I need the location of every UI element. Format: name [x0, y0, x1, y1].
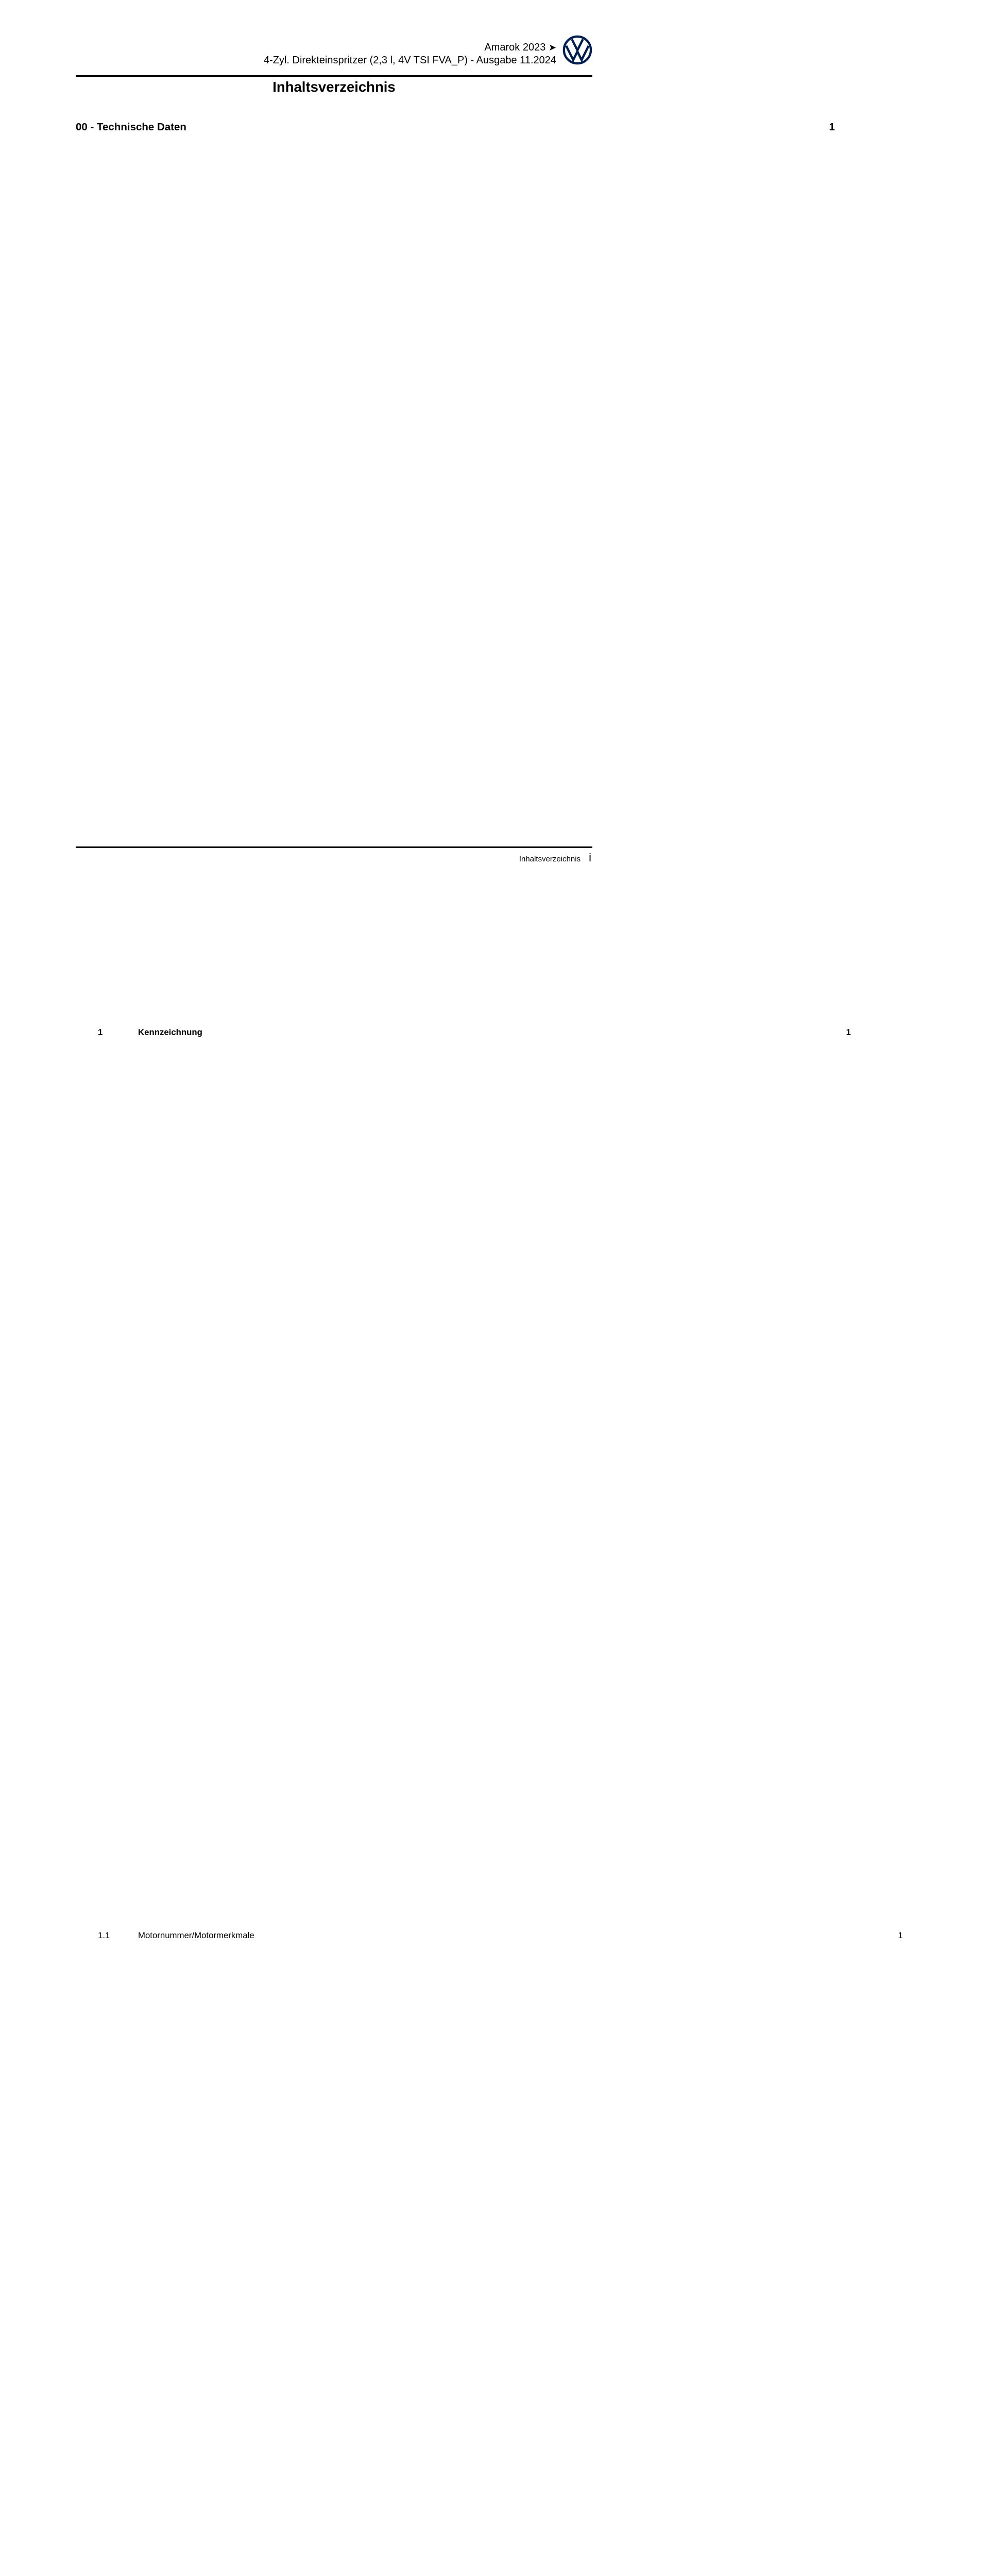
vw-logo-icon [562, 35, 592, 65]
toc-list [76, 110, 903, 2576]
toc-entry-number: 1 [98, 1027, 103, 1037]
toc-entry[interactable] [76, 1026, 851, 1929]
toc-entry-label: Motornummer/Motormerkmale [138, 1930, 254, 1940]
toc-entry-label: 00 - Technische Daten [76, 121, 186, 133]
model-name: Amarok 2023 [484, 42, 546, 53]
toc-entry-label: Kennzeichnung [138, 1027, 202, 1037]
page-footer [519, 851, 591, 865]
toc-entry-number: 1.1 [98, 1930, 110, 1940]
page-header [264, 41, 556, 67]
toc-entry-page: 1 [264, 1929, 903, 2576]
footer-page-number: i [589, 851, 591, 864]
header-subtitle: 4-Zyl. Direkteinspritzer (2,3 l, 4V TSI FVA_P) - Ausgabe 11.2024 [263, 55, 556, 66]
footer-divider [76, 846, 592, 848]
header-divider [76, 75, 592, 77]
toc-entry[interactable] [76, 1929, 903, 2576]
header-model-line [264, 41, 556, 54]
toc-entry-page: 1 [196, 120, 835, 1023]
arrow-right-icon: ➤ [548, 42, 556, 53]
toc-entry[interactable] [76, 120, 835, 1023]
footer-section-label: Inhaltsverzeichnis [519, 855, 581, 863]
toc-entry-page: 1 [212, 1026, 851, 1929]
page-title: Inhaltsverzeichnis [272, 79, 396, 95]
